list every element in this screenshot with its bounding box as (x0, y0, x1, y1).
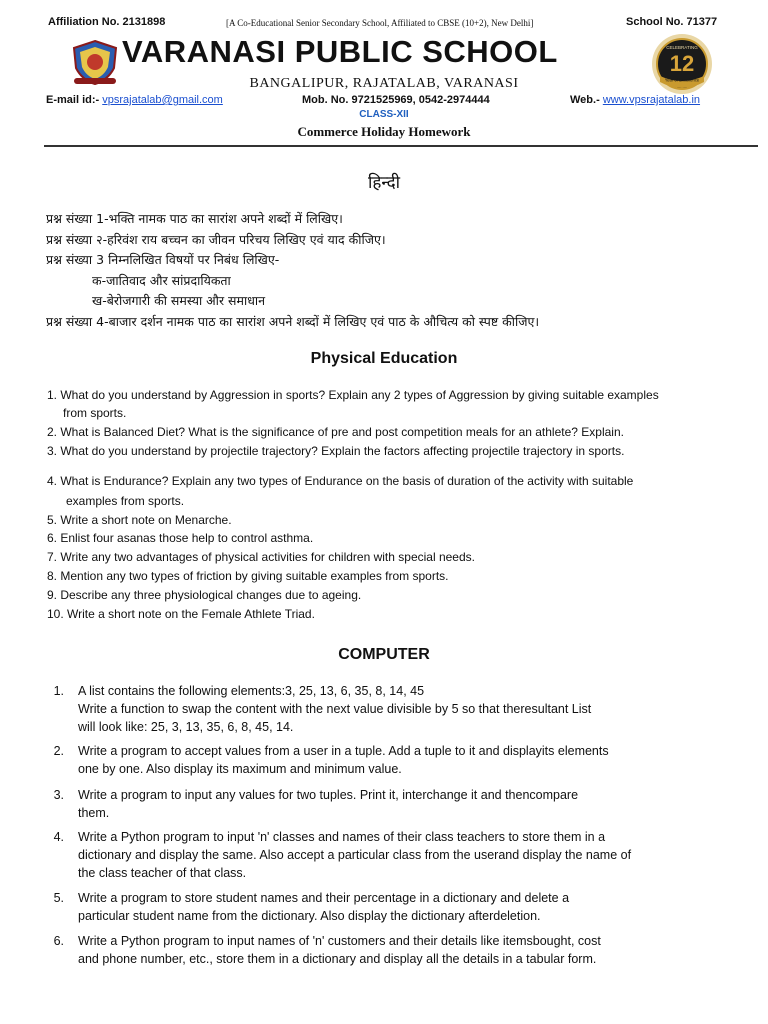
question-line: Write a Python program to input 'n' classes and names of their class teachers to store them in a (78, 830, 606, 844)
hindi-section-title: हिन्दी (367, 173, 401, 193)
pe-item: 6. Enlist four asanas those help to control asthma. (47, 531, 314, 545)
school-number: School No. 71377 (626, 16, 718, 28)
website-link[interactable]: www.vpsrajatalab.in (602, 94, 701, 106)
question-number: 5. (53, 891, 64, 905)
pe-item-continued: from sports. (63, 406, 127, 420)
hindi-line: प्रश्न संख्या २-हरिवंश राय बच्चन का जीवन परिचय लिखिए एवं याद कीजिए। (46, 232, 386, 247)
question-line: Write a function to swap the content with the next value divisible by 5 so that theresultant List (78, 702, 592, 716)
question-line: Write a program to input any values for two tuples. Print it, interchange it and thencompare (78, 788, 579, 802)
pe-item: 2. What is Balanced Diet? What is the significance of pre and post competition meals for an athlete? Explain. (47, 425, 624, 439)
pe-item: 8. Mention any two types of friction by giving suitable examples from sports. (47, 569, 449, 583)
header-divider (44, 145, 758, 147)
web-label: Web.- (570, 94, 600, 106)
question-number: 2. (53, 744, 64, 758)
question-number: 1. (53, 684, 64, 698)
question-number: 3. (53, 788, 64, 802)
class-label: CLASS-XII (359, 109, 409, 120)
school-address: BANGALIPUR, RAJATALAB, VARANASI (249, 76, 519, 91)
email-label: E-mail id:- (46, 94, 100, 106)
pe-item: 5. Write a short note on Menarche. (47, 513, 232, 527)
badge-number: 12 (669, 51, 695, 76)
pe-item: 1. What do you understand by Aggression in sports? Explain any 2 types of Aggression by giving suitable examples (47, 388, 659, 402)
question-line: them. (78, 806, 110, 820)
question-line: Write a program to store student names and their percentage in a dictionary and delete a (78, 891, 570, 905)
pe-item: 10. Write a short note on the Female Athlete Triad. (47, 607, 315, 621)
question-line: A list contains the following elements:3, 25, 13, 6, 35, 8, 14, 45 (78, 684, 425, 698)
question-number: 4. (53, 830, 64, 844)
hindi-line: प्रश्न संख्या 3 निम्नलिखित विषयों पर निबंध लिखिए- (46, 252, 280, 267)
question-line: one by one. Also display its maximum and minimum value. (78, 762, 402, 776)
badge-top-text: CELEBRATING (666, 45, 698, 50)
hindi-line: ख-बेरोजगारी की समस्या और समाधान (92, 293, 266, 308)
pe-item: 7. Write any two advantages of physical activities for children with special needs. (47, 550, 475, 564)
mobile-number: Mob. No. 9721525969, 0542-2974444 (302, 94, 490, 106)
homework-title: Commerce Holiday Homework (297, 124, 471, 139)
question-line: and phone number, etc., store them in a dictionary and display all the details in a tabular form. (78, 952, 597, 966)
question-line: Write a Python program to input names of 'n' customers and their details like itemsbought, cost (78, 934, 601, 948)
pe-section-title: Physical Education (310, 350, 458, 367)
question-line: the class teacher of that class. (78, 866, 247, 880)
computer-section-title: COMPUTER (338, 646, 430, 663)
pe-item: 4. What is Endurance? Explain any two types of Endurance on the basis of duration of the activity with suitable (47, 474, 634, 488)
question-line: will look like: 25, 3, 13, 35, 6, 8, 45, 14. (78, 720, 294, 734)
question-number: 6. (53, 934, 64, 948)
hindi-line: प्रश्न संख्या 4-बाजार दर्शन नामक पाठ का सारांश अपने शब्दों में लिखिए एवं पाठ के औचित्य को स्पष्ट कीजिए। (46, 314, 540, 329)
pe-item: 9. Describe any three physiological changes due to ageing. (47, 588, 362, 602)
hindi-line: क-जातिवाद और सांप्रदायिकता (92, 273, 231, 288)
pe-item-continued: examples from sports. (66, 494, 185, 508)
question-line: particular student name from the dictionary. Also display the dictionary afterdeletion. (78, 909, 541, 923)
question-line: Write a program to accept values from a user in a tuple. Add a tuple to it and displayits elements (78, 744, 609, 758)
email-row (46, 94, 223, 106)
affiliation-number: Affiliation No. 2131898 (48, 16, 166, 28)
school-name: VARANASI PUBLIC SCHOOL (122, 34, 558, 69)
question-line: dictionary and display the same. Also accept a particular class from the userand display the name of (78, 848, 632, 862)
email-link[interactable]: vpsrajatalab@gmail.com (102, 94, 223, 106)
web-row (570, 94, 700, 106)
pe-item: 3. What do you understand by projectile trajectory? Explain the factors affecting projectile trajectory in sports. (47, 444, 625, 458)
hindi-line: प्रश्न संख्या 1-भक्ति नामक पाठ का सारांश अपने शब्दों में लिखिए। (46, 211, 343, 226)
badge-bottom-text: Year of Excellence (664, 77, 700, 83)
school-type: [A Co-Educational Senior Secondary School, Affiliated to CBSE (10+2), New Delhi] (226, 18, 534, 28)
